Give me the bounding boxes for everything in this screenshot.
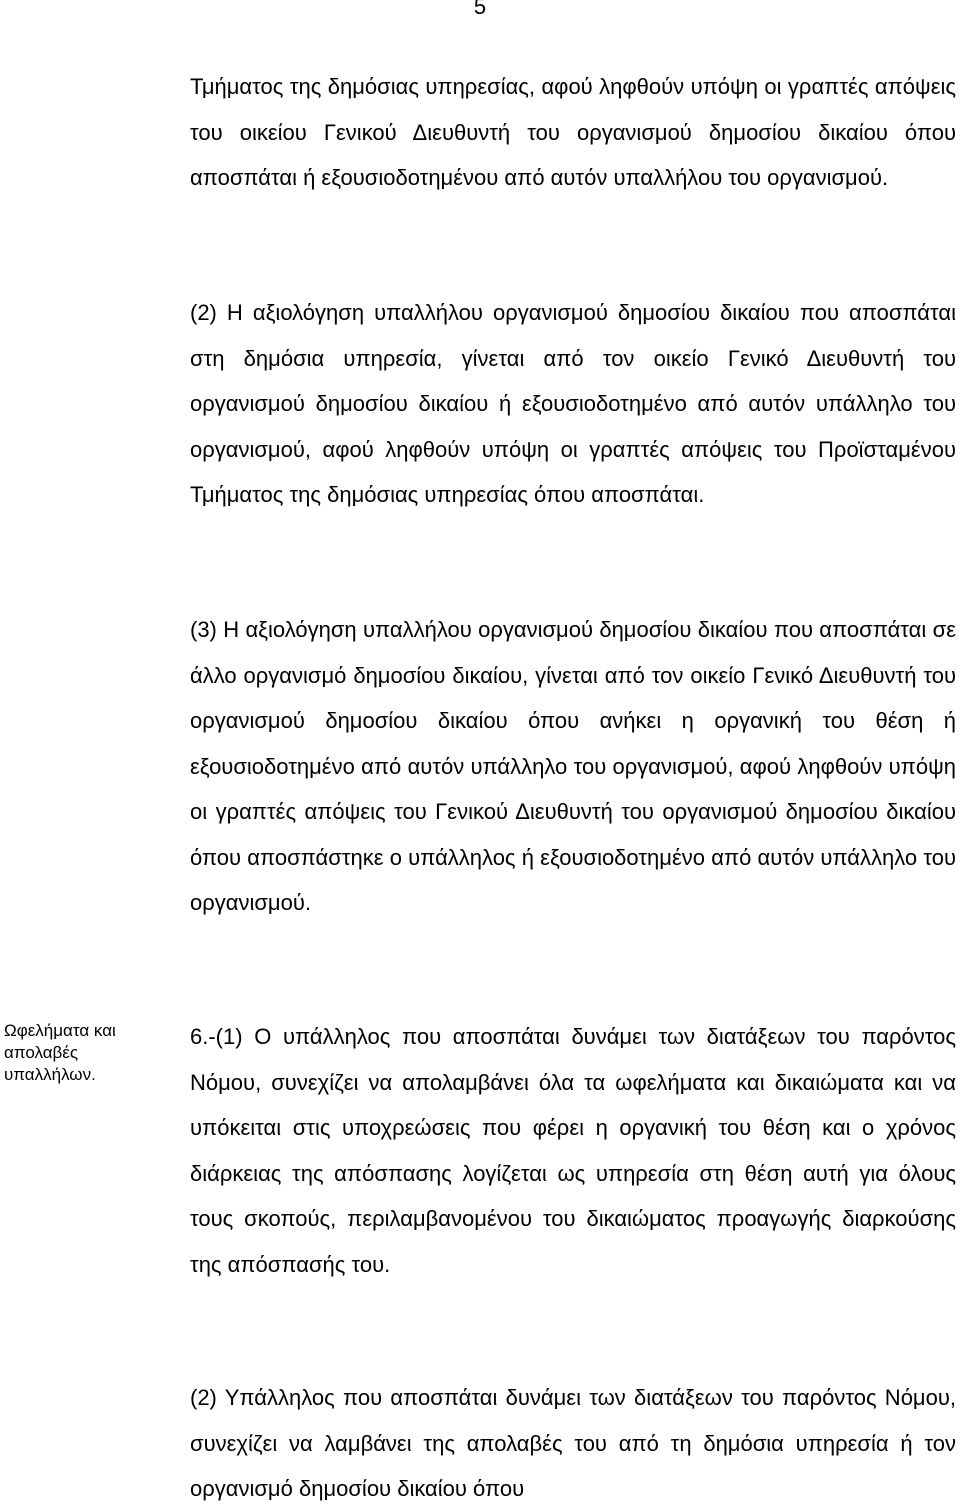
paragraph-section-6-2: (2) Υπάλληλος που αποσπάται δυνάμει των διατάξεων του παρόντος Νόμου, συνεχίζει να λαμβάνει της απολαβές του από τη δημόσια υπηρεσία ή τον οργανισμό δημοσίου δικαίου όπου [190, 1385, 956, 1501]
paragraph-continuation: Τμήματος της δημόσιας υπηρεσίας, αφού ληφθούν υπόψη οι γραπτές απόψεις του οικείου Γενικού Διευθυντή του οργανισμού δημοσίου δικαίου όπου αποσπάται ή εξουσιοδοτημένου από αυτόν υπαλλήλου του οργανισμού. [190, 74, 956, 190]
paragraph-subsection-3: (3) Η αξιολόγηση υπαλλήλου οργανισμού δημοσίου δικαίου που αποσπάται σε άλλο οργανισμό δημοσίου δικαίου, γίνεται από τον οικείο Γενικό Διευθυντή του οργανισμού δημοσίου δικαίου όπου ανήκει η οργανική του θέση ή εξουσιοδοτημένο από αυτόν υπάλληλο του οργανισμού, αφού ληφθούν υπόψη οι γραπτές απόψεις του Γενικού Διευθυντή του οργανισμού δημοσίου δικαίου όπου αποσπάστηκε ο υπάλληλος ή εξουσιοδοτημένο από αυτόν υπάλληλο του οργανισμού. [190, 617, 956, 915]
margin-note-benefits: Ωφελήματα και απολαβές υπαλλήλων. [4, 1021, 116, 1084]
page-number: 5 [473, 0, 487, 19]
paragraph-subsection-2: (2) Η αξιολόγηση υπαλλήλου οργανισμού δημοσίου δικαίου που αποσπάται στη δημόσια υπηρεσία, γίνεται από τον οικείο Γενικό Διευθυντή του οργανισμού δημοσίου δικαίου ή εξουσιοδοτημένο από αυτόν υπάλληλο του οργανισμού, αφού ληφθούν υπόψη οι γραπτές απόψεις του Προϊσταμένου Τμήματος της δημόσιας υπηρεσίας όπου αποσπάται. [190, 300, 956, 507]
paragraph-section-6-1: 6.-(1) Ο υπάλληλος που αποσπάται δυνάμει των διατάξεων του παρόντος Νόμου, συνεχίζει να απολαμβάνει όλα τα ωφελήματα και δικαιώματα και να υπόκειται στις υποχρεώσεις που φέρει η οργανική του θέση και ο χρόνος διάρκειας της απόσπασης λογίζεται ως υπηρεσία στη θέση αυτή για όλους τους σκοπούς, περιλαμβανομένου του δικαιώματος προαγωγής διαρκούσης της απόσπασής του. [190, 1024, 956, 1277]
